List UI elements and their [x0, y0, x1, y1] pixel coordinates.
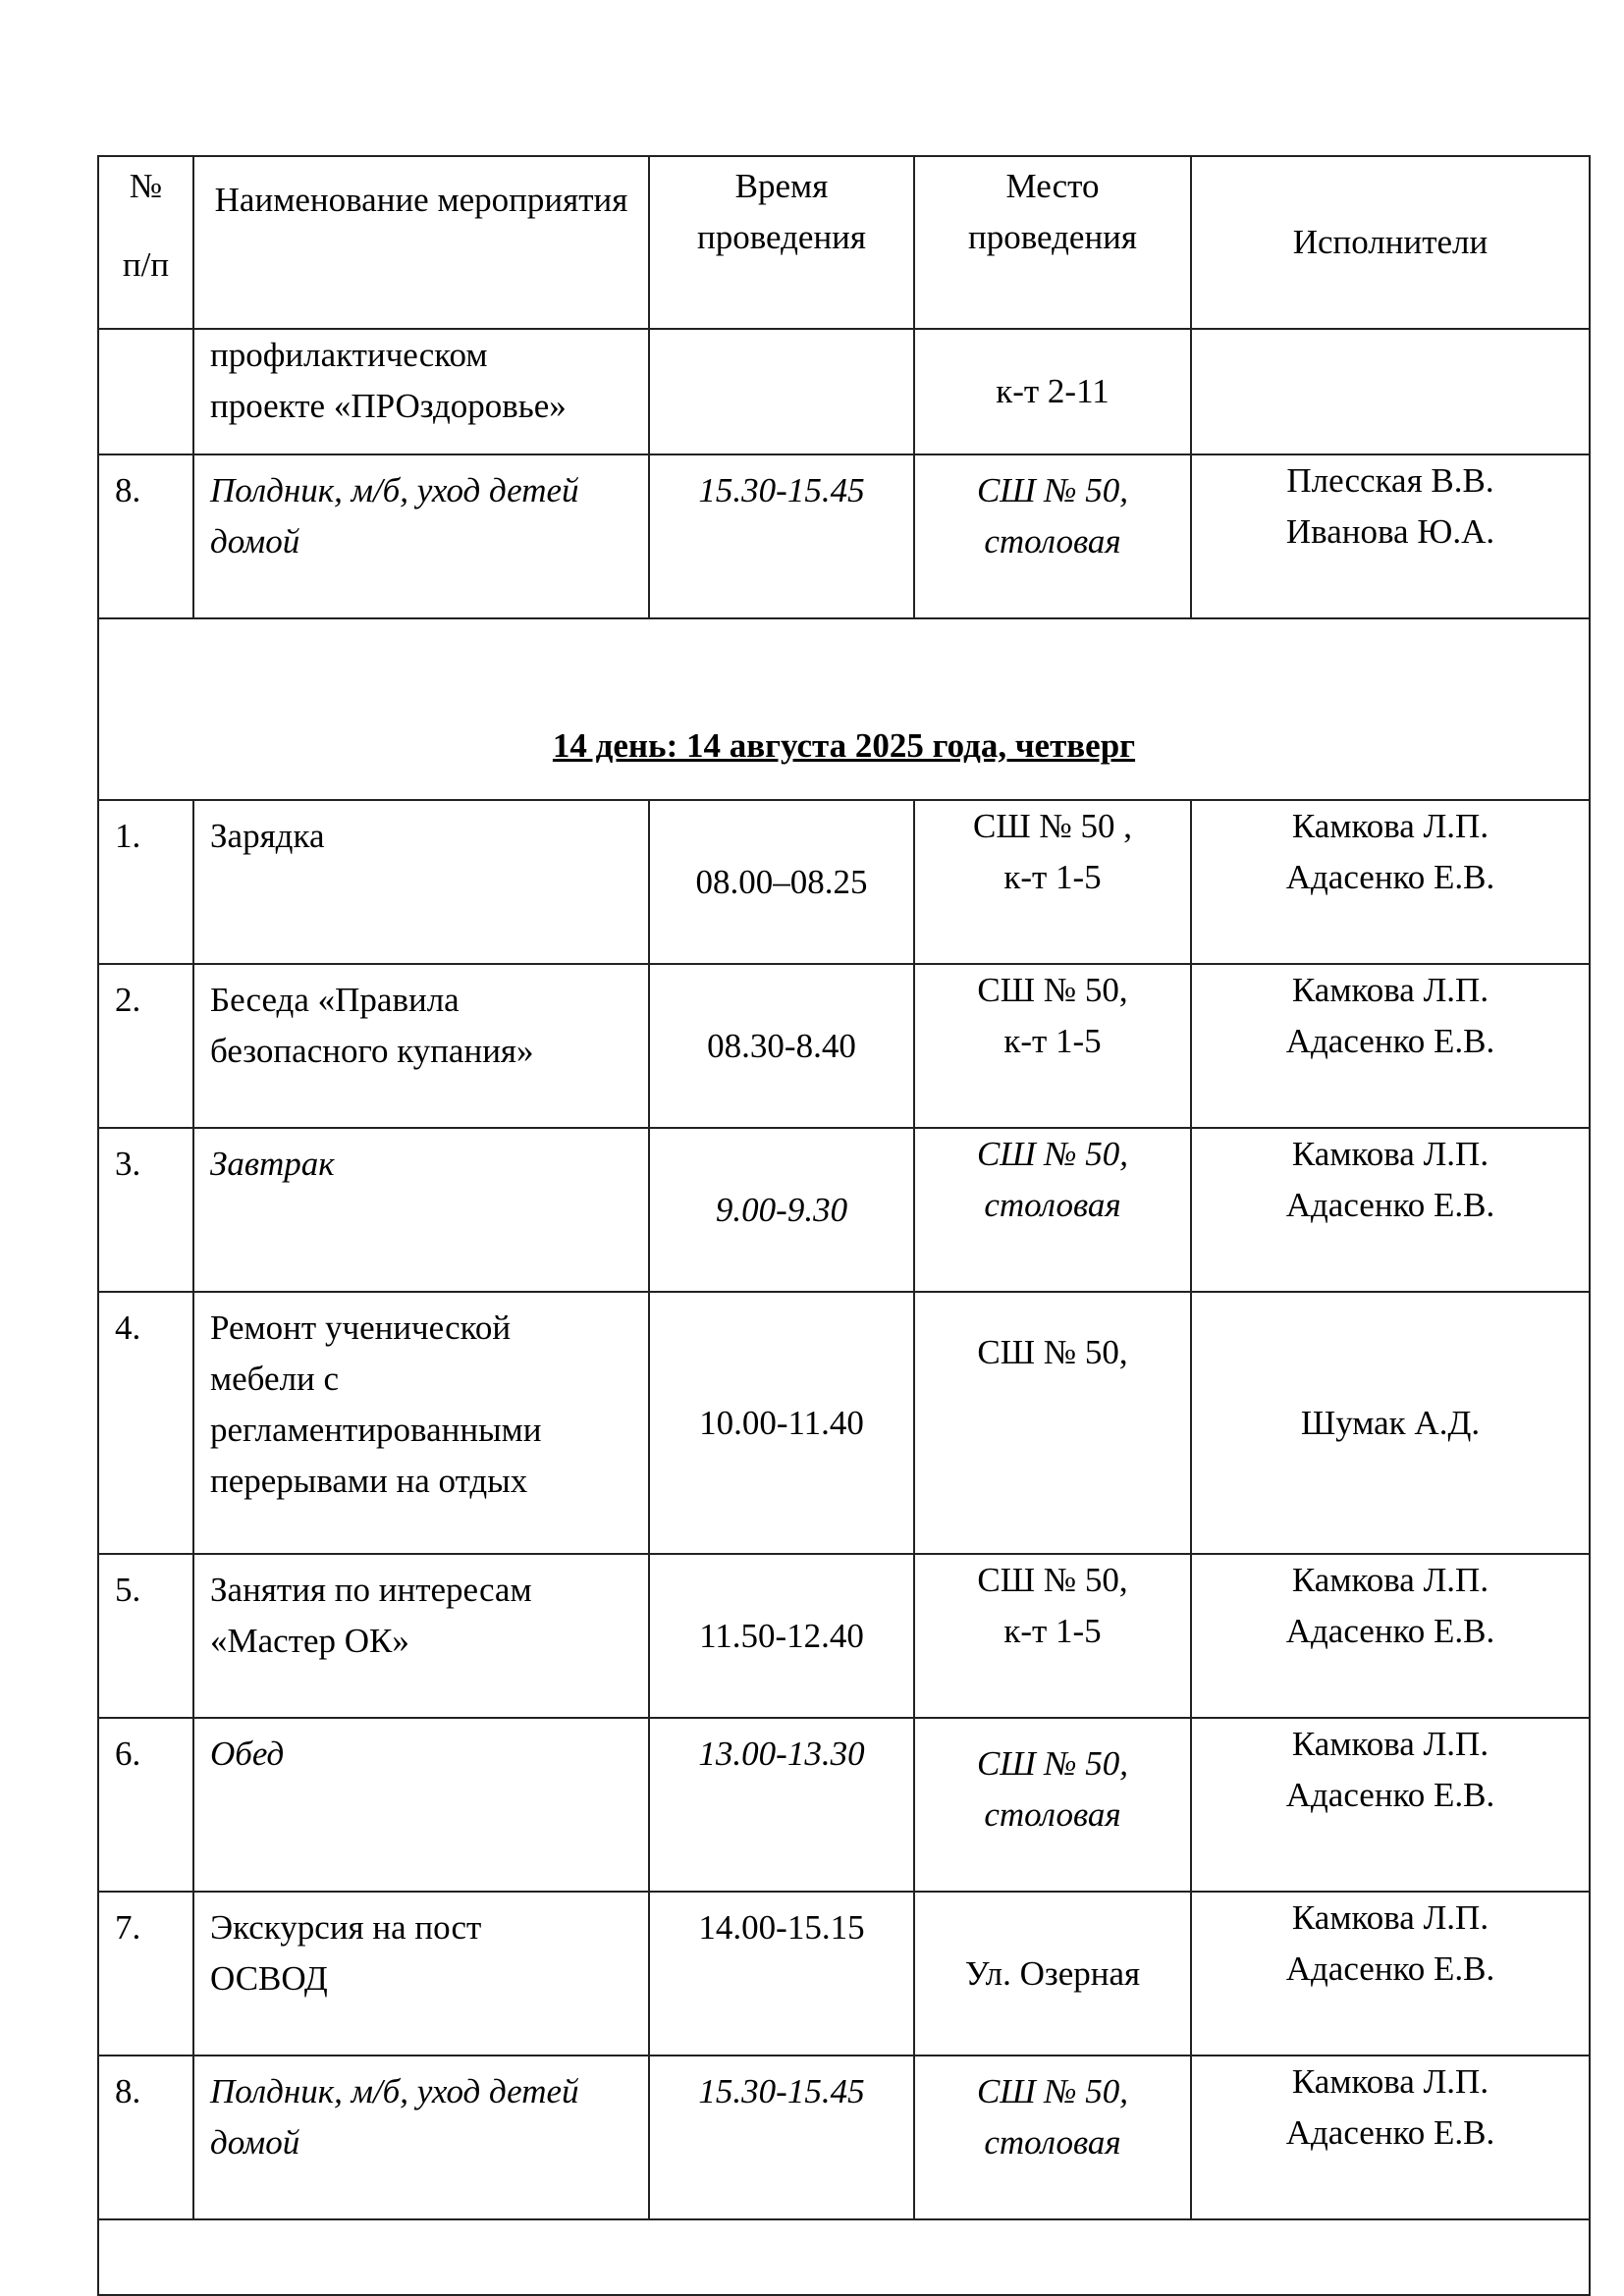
row-time-cell — [649, 1292, 914, 1554]
row-place-line: СШ № 50, — [977, 971, 1128, 1009]
empty-cell — [98, 2219, 1590, 2295]
row-exec-line: Адасенко Е.В. — [1285, 1949, 1495, 1988]
header-number-abbrev: п/п — [122, 245, 170, 284]
row-name-cell — [193, 1128, 649, 1292]
row-name-line: «Мастер ОК» — [210, 1622, 409, 1660]
row-exec-cell — [1191, 1718, 1590, 1892]
row-place-line: к-т 1-5 — [1003, 1612, 1102, 1650]
row-time-cell — [649, 454, 914, 618]
header-name-cell — [193, 156, 649, 329]
row-exec-cell — [1191, 1892, 1590, 2056]
row-name-line: Полдник, м/б, уход детей — [210, 2072, 579, 2110]
row-place-line: СШ № 50, — [977, 1333, 1128, 1371]
row-place-cell — [914, 1718, 1191, 1892]
table-row — [98, 1128, 1590, 1292]
row-number: 3. — [115, 1145, 141, 1183]
row-exec-line: Камкова Л.П. — [1291, 1561, 1489, 1599]
row-time: 14.00-15.15 — [698, 1908, 865, 1947]
row-place-line: СШ № 50, — [976, 1744, 1129, 1783]
row-place-cell — [914, 329, 1191, 454]
row-number: 1. — [115, 817, 141, 855]
row-number-cell — [98, 454, 193, 618]
row-exec-line: Адасенко Е.В. — [1285, 858, 1495, 896]
table-row — [98, 800, 1590, 964]
day-title-row — [98, 618, 1590, 800]
row-exec-line: Камкова Л.П. — [1291, 1898, 1489, 1937]
header-time-cell — [649, 156, 914, 329]
header-executors-label: Исполнители — [1292, 223, 1489, 261]
row-time-cell — [649, 800, 914, 964]
header-time-line2: проведения — [696, 218, 867, 256]
row-exec-cell — [1191, 329, 1590, 454]
row-number: 8. — [115, 471, 141, 509]
row-exec-cell — [1191, 2056, 1590, 2219]
header-number-cell — [98, 156, 193, 329]
row-time: 11.50-12.40 — [699, 1616, 864, 1655]
row-name-cell — [193, 800, 649, 964]
row-name-line: Обед — [210, 1735, 285, 1773]
row-exec-line: Камкова Л.П. — [1291, 2062, 1489, 2101]
row-place-line: к-т 1-5 — [1003, 1022, 1102, 1060]
row-exec-line: Адасенко Е.В. — [1285, 1612, 1495, 1650]
row-place-line: столовая — [984, 1795, 1121, 1834]
row-name-line: Ремонт ученической — [210, 1308, 512, 1347]
row-name-line: ОСВОД — [210, 1959, 328, 1998]
header-place-line2: проведения — [967, 218, 1138, 256]
row-exec-line: Камкова Л.П. — [1291, 1725, 1489, 1763]
day-title: 14 день: 14 августа 2025 года, четверг — [552, 726, 1136, 765]
row-name-line: Полдник, м/б, уход детей — [210, 471, 579, 509]
row-time-cell — [649, 1128, 914, 1292]
header-place-cell — [914, 156, 1191, 329]
table-row — [98, 1554, 1590, 1718]
row-number-cell — [98, 800, 193, 964]
row-number: 6. — [115, 1735, 141, 1773]
row-exec-line: Плесская В.В. — [1286, 461, 1494, 500]
row-name-cell — [193, 329, 649, 454]
table-row-continued — [98, 329, 1590, 454]
row-number-cell — [98, 1554, 193, 1718]
header-name-label: Наименование мероприятия — [214, 181, 628, 219]
row-time: 15.30-15.45 — [698, 2072, 865, 2110]
row-place-line: СШ № 50, — [976, 471, 1129, 509]
row-place-line: столовая — [984, 2123, 1121, 2162]
row-time: 08.00–08.25 — [695, 862, 868, 901]
row-time-cell — [649, 964, 914, 1128]
row-exec-line: Камкова Л.П. — [1291, 807, 1489, 845]
row-name-line: Зарядка — [210, 817, 325, 855]
row-place-cell — [914, 1292, 1191, 1554]
table-row — [98, 964, 1590, 1128]
row-time-cell — [649, 1892, 914, 2056]
table-row — [98, 1718, 1590, 1892]
row-name-cell — [193, 1554, 649, 1718]
row-place-line: СШ № 50, — [976, 2072, 1129, 2110]
row-place-line: Ул. Озерная — [964, 1953, 1141, 1993]
row-name-cell — [193, 964, 649, 1128]
row-exec-line: Иванова Ю.А. — [1285, 512, 1495, 551]
row-number-cell — [98, 1128, 193, 1292]
row-number: 4. — [115, 1308, 141, 1347]
row-place-cell — [914, 454, 1191, 618]
row-name-cell — [193, 1892, 649, 2056]
day-title-cell — [98, 618, 1590, 800]
row-name-cell — [193, 1292, 649, 1554]
row-number: 5. — [115, 1571, 141, 1609]
row-exec-line: Камкова Л.П. — [1291, 971, 1489, 1009]
row-name-line: Беседа «Правила — [210, 981, 460, 1019]
row-number-cell — [98, 1718, 193, 1892]
row-place-line: столовая — [984, 522, 1121, 561]
row-name-cell — [193, 454, 649, 618]
row-exec-line: Адасенко Е.В. — [1285, 2113, 1495, 2152]
row-name-line: домой — [210, 2123, 300, 2162]
row-exec-line: Шумак А.Д. — [1300, 1403, 1481, 1442]
table-row — [98, 1892, 1590, 2056]
row-exec-line: Адасенко Е.В. — [1285, 1186, 1495, 1224]
row-exec-line: Камкова Л.П. — [1291, 1135, 1489, 1173]
row-exec-cell — [1191, 1128, 1590, 1292]
row-number: 8. — [115, 2072, 141, 2110]
row-name-line: перерывами на отдых — [210, 1462, 528, 1500]
row-place-line: СШ № 50 , — [972, 807, 1133, 845]
row-place-text: к-т 2-11 — [996, 372, 1110, 410]
row-time: 9.00-9.30 — [715, 1190, 848, 1229]
row-name-line: домой — [210, 522, 300, 561]
table-row — [98, 2056, 1590, 2219]
row-exec-line: Адасенко Е.В. — [1285, 1022, 1495, 1060]
row-name-line: безопасного купания» — [210, 1032, 534, 1070]
row-exec-line: Адасенко Е.В. — [1285, 1776, 1495, 1814]
row-place-cell — [914, 1554, 1191, 1718]
row-number-cell — [98, 1892, 193, 2056]
row-time: 13.00-13.30 — [698, 1735, 865, 1773]
row-place-line: к-т 1-5 — [1003, 858, 1102, 896]
row-name-line: регламентированными — [210, 1411, 542, 1449]
row-place-cell — [914, 800, 1191, 964]
row-time-cell — [649, 2056, 914, 2219]
row-place-line: СШ № 50, — [977, 1561, 1128, 1599]
row-name-line: Занятия по интересам — [210, 1571, 532, 1609]
row-name-line: Экскурсия на пост — [210, 1908, 482, 1947]
row-name-line: Завтрак — [210, 1145, 335, 1183]
row-number-cell — [98, 1292, 193, 1554]
row-exec-cell — [1191, 454, 1590, 618]
row-name-cell — [193, 1718, 649, 1892]
table-row — [98, 1292, 1590, 1554]
row-time-cell — [649, 1554, 914, 1718]
row-number-cell — [98, 2056, 193, 2219]
row-exec-cell — [1191, 800, 1590, 964]
row-name-line: мебели с — [210, 1360, 340, 1398]
row-time: 10.00-11.40 — [699, 1403, 864, 1442]
row-time-cell — [649, 1718, 914, 1892]
table-row — [98, 454, 1590, 618]
schedule-table — [97, 155, 1591, 2296]
row-place-cell — [914, 964, 1191, 1128]
row-exec-cell — [1191, 1292, 1590, 1554]
row-name-cell — [193, 2056, 649, 2219]
header-time-line1: Время — [734, 167, 829, 205]
table-header-row — [98, 156, 1590, 329]
row-place-cell — [914, 1128, 1191, 1292]
row-exec-cell — [1191, 964, 1590, 1128]
row-name-line: профилактическом — [210, 336, 488, 374]
row-place-cell — [914, 2056, 1191, 2219]
table-empty-row — [98, 2219, 1590, 2295]
row-time-cell — [649, 329, 914, 454]
header-place-line1: Место — [1005, 167, 1100, 205]
header-executors-cell — [1191, 156, 1590, 329]
row-number-cell — [98, 964, 193, 1128]
row-number: 2. — [115, 981, 141, 1019]
row-exec-cell — [1191, 1554, 1590, 1718]
row-place-line: столовая — [984, 1186, 1121, 1224]
row-time: 08.30-8.40 — [707, 1026, 856, 1065]
row-place-line: СШ № 50, — [976, 1135, 1129, 1173]
row-place-cell — [914, 1892, 1191, 2056]
row-name-line: проекте «ПРОздоровье» — [210, 387, 567, 425]
row-time: 15.30-15.45 — [698, 471, 865, 509]
header-number-symbol: № — [129, 167, 163, 205]
row-number: 7. — [115, 1908, 141, 1947]
row-number-cell — [98, 329, 193, 454]
